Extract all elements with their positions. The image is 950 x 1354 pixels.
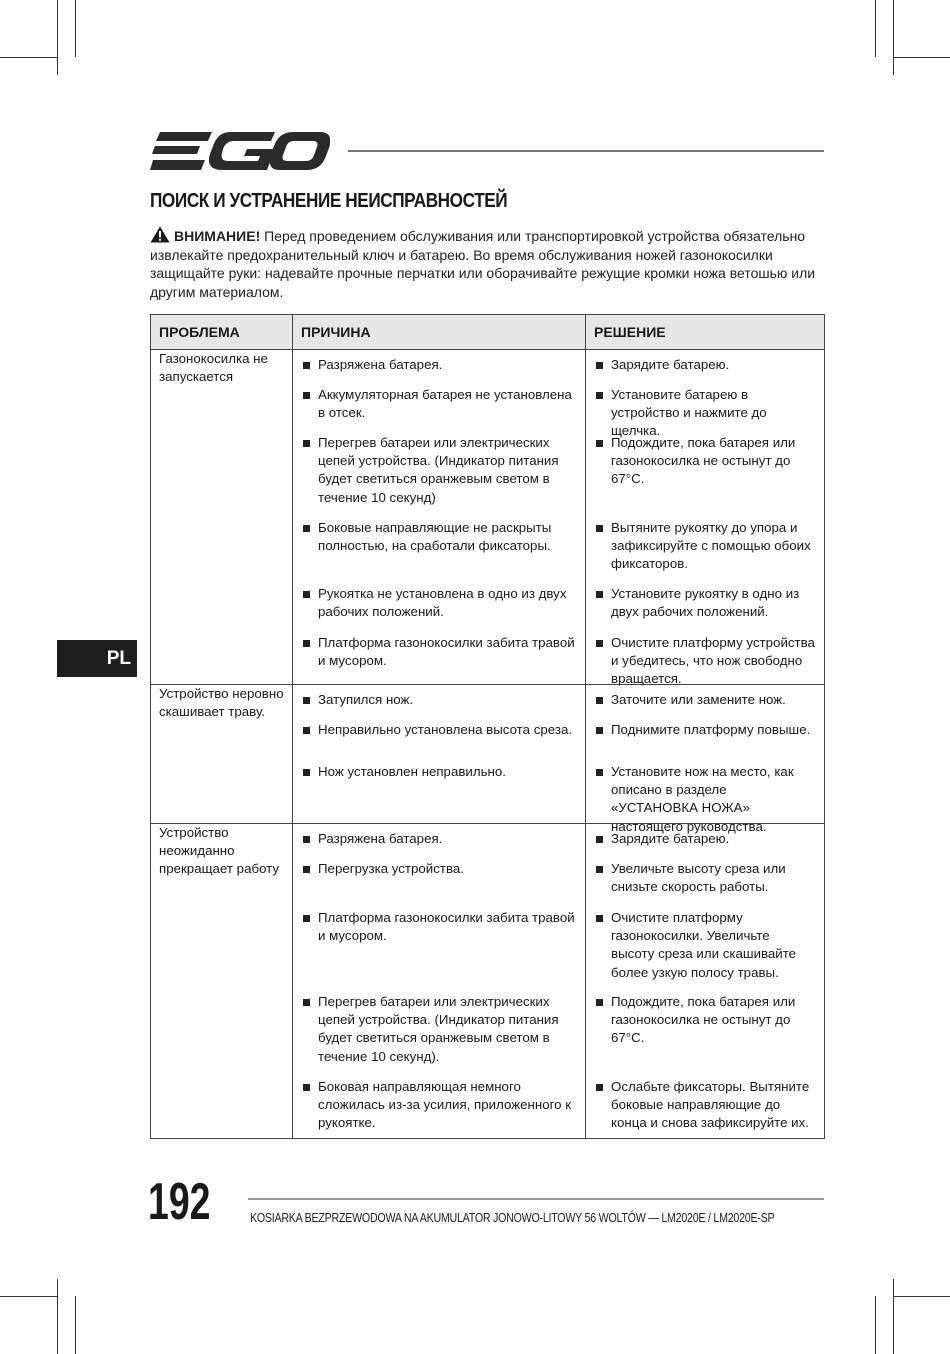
crop-mark [875,1296,876,1354]
footer-text: KOSIARKA BEZPRZEWODOWA NA AKUMULATOR JONOWO-LITOWY 56 WOLTÓW — LM2020E / LM2020E-SP [250,1210,775,1225]
crop-mark [57,1279,58,1354]
bullet-icon [596,915,603,922]
bullet-icon [596,362,603,369]
list-item: Подождите, пока батарея или газонокосилка не остынут до 67°C. [596,993,816,1078]
bullet-icon [596,866,603,873]
bullet-icon [303,1084,310,1091]
table-header-row [151,315,825,350]
list-item: Поднимите платформу повыше. [596,721,816,763]
bullet-icon [596,999,603,1006]
crop-mark [0,57,57,58]
cause-list [303,830,577,1134]
crop-mark [893,57,950,58]
bullet-icon [303,915,310,922]
crop-mark [893,0,894,75]
solution-cell [586,824,825,1139]
header-solution: РЕШЕНИЕ [586,315,825,350]
table-row [151,350,825,685]
list-item: Разряжена батарея. [303,830,577,860]
bullet-icon [596,769,603,776]
bullet-icon [303,640,310,647]
ego-logo [150,130,330,172]
bullet-icon [303,697,310,704]
list-item: Рукоятка не установлена в одно из двух рабочих положений. [303,585,577,634]
list-item: Установите нож на место, как описано в разделе «УСТАНОВКА НОЖА» настоящего руководства. [596,763,816,819]
list-item: Заточите или замените нож. [596,691,816,721]
language-tab-label: PL [106,648,131,669]
list-item: Перегрузка устройства. [303,860,577,909]
bullet-icon [596,392,603,399]
page-title: ПОИСК И УСТРАНЕНИЕ НЕИСПРАВНОСТЕЙ [150,190,508,212]
list-item: Перегрев батареи или электрических цепей устройства. (Индикатор питания будет светиться оранжевым светом в течение 10 секунд). [303,993,577,1078]
page-number: 192 [148,1173,211,1231]
list-item: Установите батарею в устройство и нажмите до щелчка. [596,386,816,434]
list-item: Зарядите батарею. [596,830,816,860]
bullet-icon [596,697,603,704]
problem-cell: Газонокосилка не запускается [151,350,293,685]
solution-list [596,830,816,1134]
list-item: Установите рукоятку в одно из двух рабочих положений. [596,585,816,634]
cause-cell [293,824,586,1139]
list-item: Очистите платформу газонокосилки. Увеличьте высоту среза или скашивайте более узкую полосу травы. [596,909,816,993]
bullet-icon [303,769,310,776]
warning-label: ВНИМАНИЕ! [174,228,261,244]
crop-mark [57,0,58,75]
cause-cell [293,350,586,685]
list-item: Очистите платформу устройства и убедитесь, что нож свободно вращается. [596,634,816,680]
list-item: Нож установлен неправильно. [303,763,577,819]
list-item: Ослабьте фиксаторы. Вытяните боковые направляющие до конца и снова зафиксируйте их. [596,1078,816,1134]
list-item: Платформа газонокосилки забита травой и мусором. [303,909,577,993]
bullet-icon [596,640,603,647]
crop-mark [75,1296,76,1354]
warning-text: Перед проведением обслуживания или транспортировкой устройства обязательно извлекайте предохранительный ключ и батарею. Во время обслуживания ножей газонокосилки защищайте руки: надевайте прочные перчатки или оборачивайте режущие кромки ножа ветошью или другим материалом. [150,228,816,300]
list-item: Зарядите батарею. [596,356,816,386]
bullet-icon [303,525,310,532]
list-item: Вытяните рукоятку до упора и зафиксируйте с помощью обоих фиксаторов. [596,519,816,585]
solution-list [596,356,816,687]
solution-cell [586,685,825,834]
cause-list [303,356,577,680]
solution-list [596,691,816,834]
warning-triangle-icon [150,226,170,243]
solution-cell [586,350,825,685]
bullet-icon [596,836,603,843]
bullet-icon [596,591,603,598]
list-item: Подождите, пока батарея или газонокосилка не остынут до 67°C. [596,434,816,519]
list-item: Боковая направляющая немного сложилась из-за усилия, приложенного к рукоятке. [303,1078,577,1134]
warning-block [150,226,822,301]
bullet-icon [596,440,603,447]
bullet-icon [596,727,603,734]
bullet-icon [303,836,310,843]
problem-cell: Устройство неожиданно прекращает работу [151,824,293,1139]
bullet-icon [303,727,310,734]
bullet-icon [303,591,310,598]
table-row [151,685,825,824]
problem-cell: Устройство неровно скашивает траву. [151,685,293,824]
troubleshooting-table [150,314,825,1139]
bullet-icon [596,1084,603,1091]
list-item: Неправильно установлена высота среза. [303,721,577,763]
header-problem: ПРОБЛЕМА [151,315,293,350]
list-item: Боковые направляющие не раскрыты полностью, на сработали фиксаторы. [303,519,577,585]
footer-rule [248,1198,824,1200]
language-tab [57,640,137,677]
crop-mark [893,1279,894,1354]
bullet-icon [303,999,310,1006]
crop-mark [875,0,876,57]
bullet-icon [303,440,310,447]
crop-mark [0,1296,57,1297]
header-rule [348,150,824,152]
list-item: Затупился нож. [303,691,577,721]
cause-cell [293,685,586,824]
bullet-icon [303,866,310,873]
bullet-icon [596,525,603,532]
list-item: Аккумуляторная батарея не установлена в отсек. [303,386,577,434]
list-item: Перегрев батареи или электрических цепей устройства. (Индикатор питания будет светиться оранжевым светом в течение 10 секунд) [303,434,577,519]
cause-list [303,691,577,819]
header-cause: ПРИЧИНА [293,315,586,350]
crop-mark [75,0,76,57]
bullet-icon [303,362,310,369]
table-row [151,824,825,1139]
list-item: Платформа газонокосилки забита травой и мусором. [303,634,577,680]
list-item: Разряжена батарея. [303,356,577,386]
crop-mark [893,1296,950,1297]
list-item: Увеличьте высоту среза или снизьте скорость работы. [596,860,816,909]
bullet-icon [303,392,310,399]
